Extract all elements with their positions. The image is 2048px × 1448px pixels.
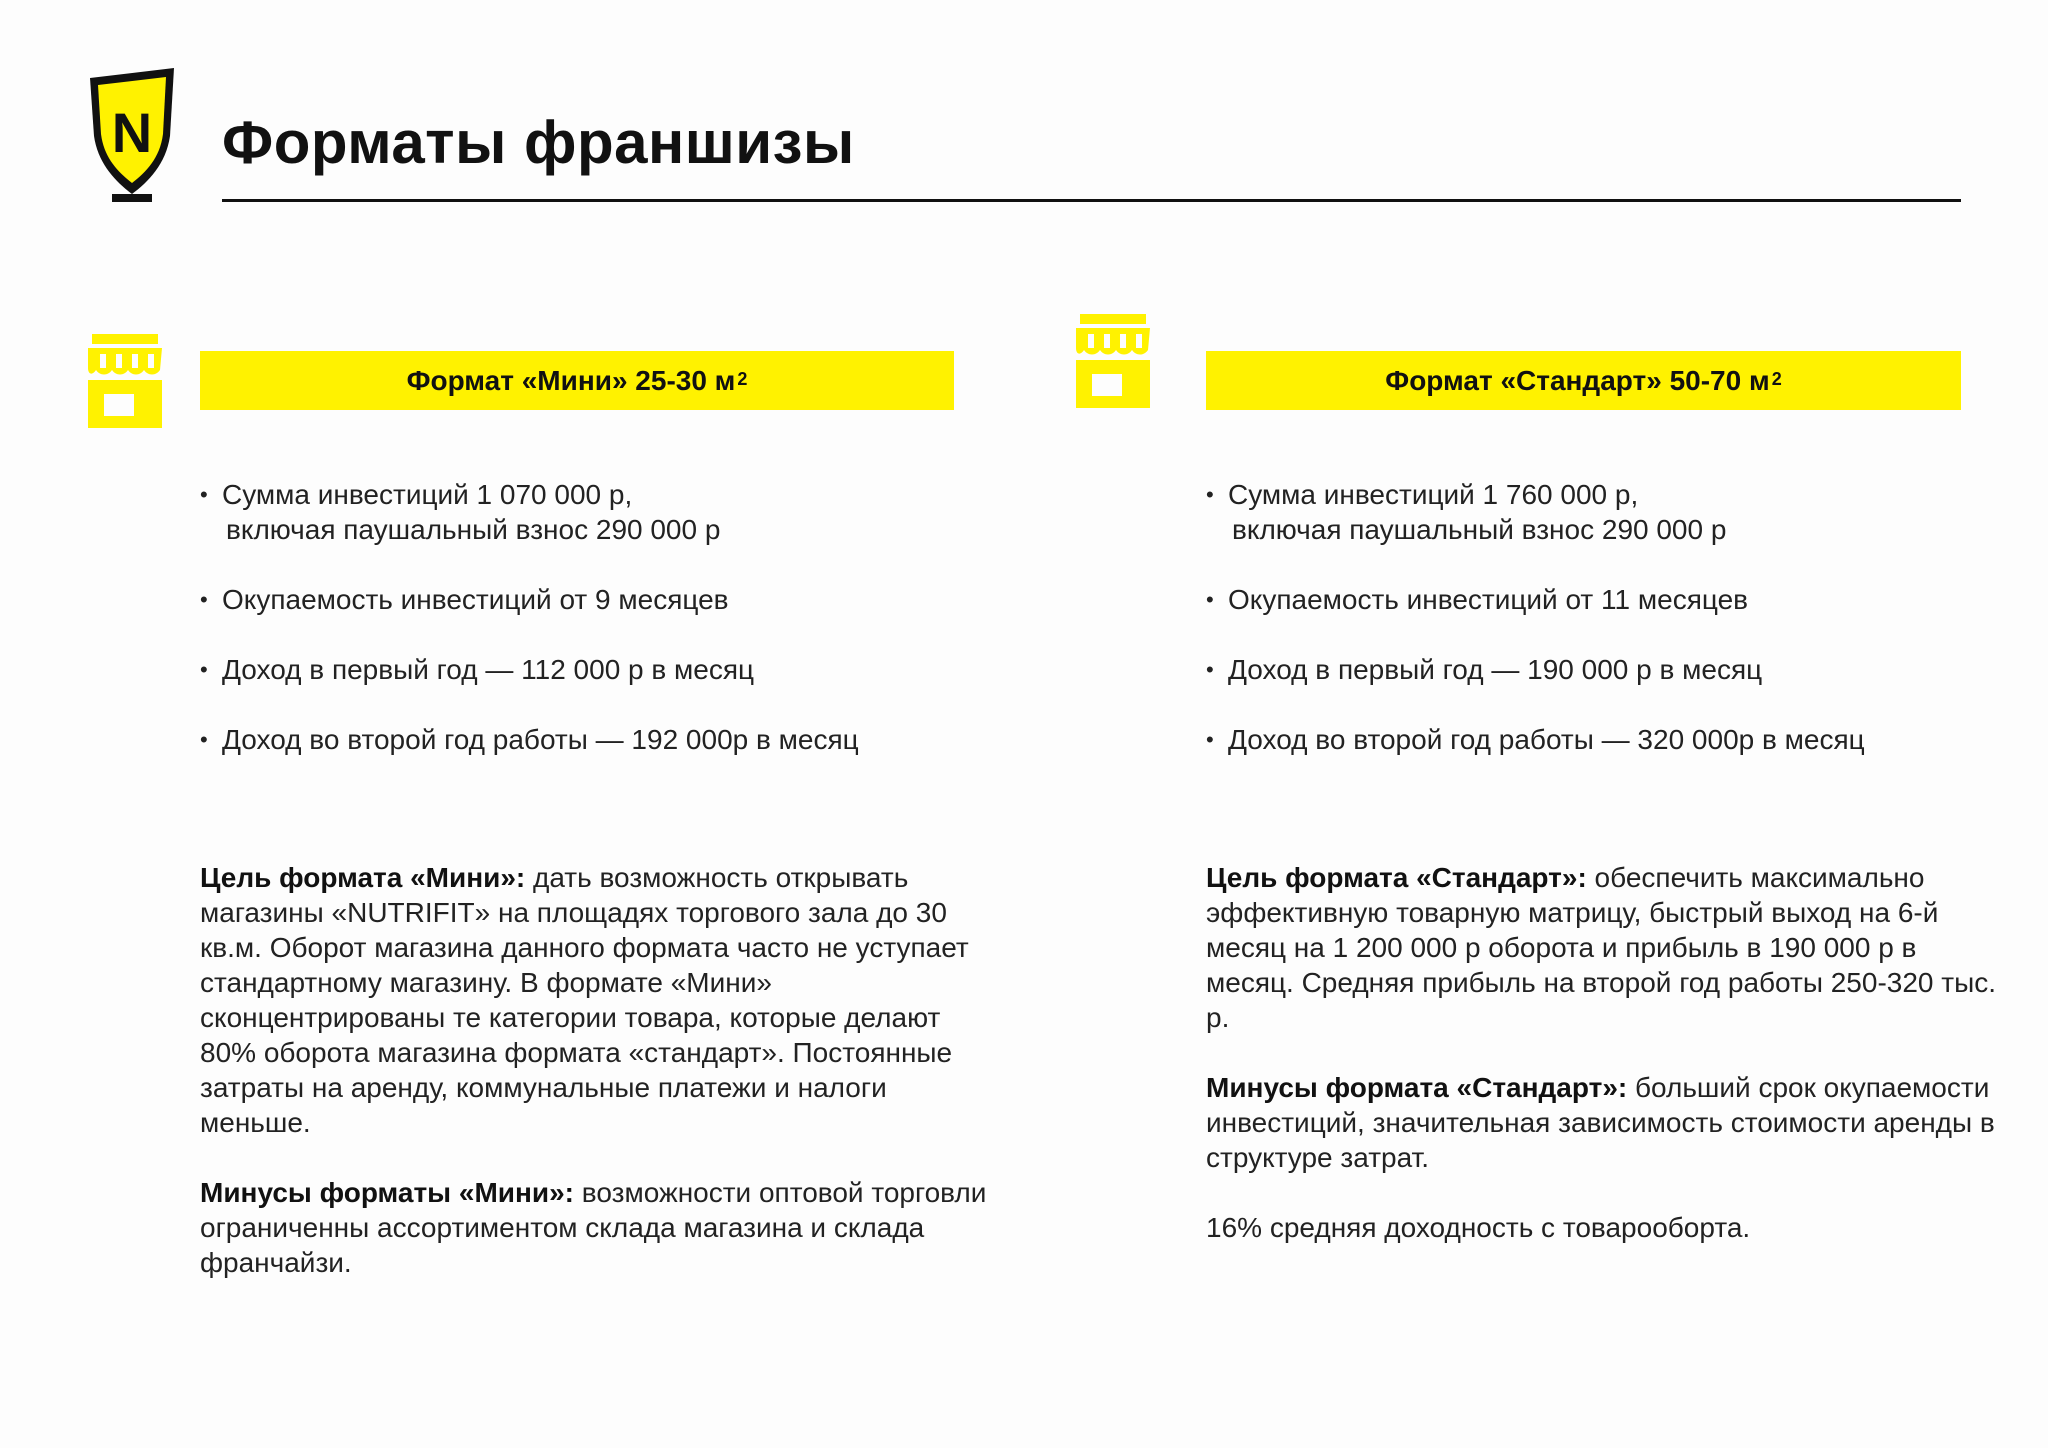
metrics-list-standard (1206, 477, 1966, 792)
list-item (200, 477, 960, 547)
income-year1-text: Доход в первый год — 112 000 р в месяц (222, 654, 755, 685)
income-year2-text: Доход во второй год работы — 192 000р в месяц (222, 724, 859, 755)
list-item (1206, 477, 1966, 547)
banner-text: Формат «Стандарт» 50-70 м (1385, 364, 1770, 396)
shop-icon (86, 330, 164, 430)
shop-icon (1074, 310, 1152, 410)
nutrifit-logo (86, 66, 178, 206)
list-item (1206, 652, 1966, 687)
investment-text: Сумма инвестиций 1 070 000 р, (222, 479, 633, 510)
banner-text: Формат «Мини» 25-30 м (406, 364, 736, 396)
goal-text: дать возможность открывать магазины «NUTRIFIT» на площадях торгового зала до 30 кв.м. Оборот магазина данного формата часто не уступает стандартному магазину. В формате «Мини» сконцентрированы те категории товара, которые делают 80% оборота магазина формата «стандарт». Постоянные затраты на аренду, коммунальные платежи и налоги меньше. (200, 862, 969, 1138)
description-standard (1206, 860, 1996, 1280)
cons-paragraph (1206, 1070, 1996, 1175)
list-item (1206, 582, 1966, 617)
investment-text: Сумма инвестиций 1 760 000 р, (1228, 479, 1639, 510)
list-item (200, 652, 960, 687)
payback-text: Окупаемость инвестиций от 9 месяцев (222, 584, 729, 615)
cons-text: возможности оптовой торговли ограниченны ассортиментом склада магазина и склада франчайзи. (200, 1177, 987, 1278)
payback-text: Окупаемость инвестиций от 11 месяцев (1228, 584, 1749, 615)
cons-text: больший срок окупаемости инвестиций, значительная зависимость стоимости аренды в структуре затрат. (1206, 1072, 1995, 1173)
goal-label: Цель формата «Стандарт»: (1206, 862, 1587, 893)
income-year1-text: Доход в первый год — 190 000 р в месяц (1228, 654, 1763, 685)
cons-label: Минусы форматы «Мини»: (200, 1177, 575, 1208)
investment-continuation: включая паушальный взнос 290 000 р (226, 514, 721, 545)
list-item (1206, 722, 1966, 757)
yield-paragraph: 16% средняя доходность с товарооборта. (1206, 1212, 1751, 1243)
cons-paragraph (200, 1175, 990, 1280)
metrics-list-mini (200, 477, 960, 792)
format-banner-standard: Формат «Стандарт» 50-70 м $^2$ (1206, 351, 1961, 410)
income-year2-text: Доход во второй год работы — 320 000р в месяц (1228, 724, 1865, 755)
goal-paragraph (1206, 860, 1996, 1035)
description-mini (200, 860, 990, 1315)
goal-paragraph (200, 860, 990, 1140)
goal-label: Цель формата «Мини»: (200, 862, 526, 893)
goal-text: обеспечить максимально эффективную товарную матрицу, быстрый выход на 6-й месяц на 1 200 000 р оборота и прибыль в 190 000 р в месяц. Средняя прибыль на второй год работы 250-320 тыс. р. (1206, 862, 1997, 1033)
logo-letter: N (111, 101, 153, 164)
format-banner-mini: Формат «Мини» 25-30 м $^2$ (200, 351, 954, 410)
page-title: Форматы франшизы (222, 109, 855, 176)
title-divider (222, 199, 1961, 202)
list-item (200, 722, 960, 757)
list-item (200, 582, 960, 617)
investment-continuation: включая паушальный взнос 290 000 р (1232, 514, 1727, 545)
cons-label: Минусы формата «Стандарт»: (1206, 1072, 1628, 1103)
